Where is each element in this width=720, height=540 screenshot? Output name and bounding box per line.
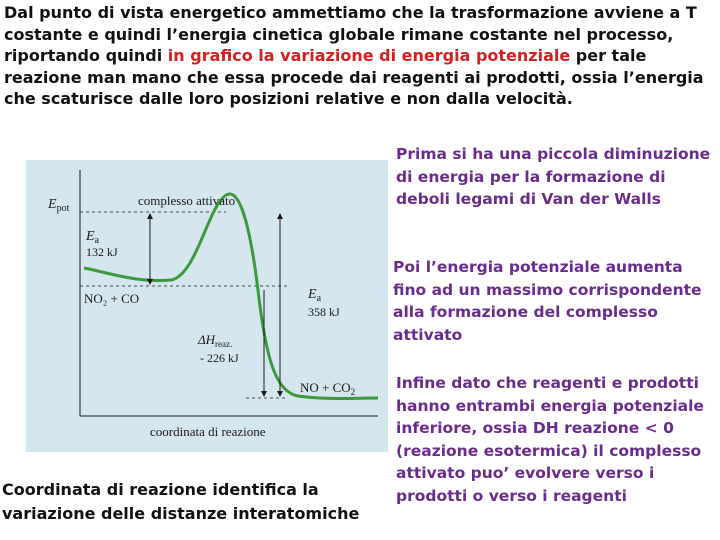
note-exothermic: Infine dato che reagenti e prodotti hanno entrambi energia potenziale inferiore, ossia DH reazione < 0 (reazione esotermica) il complesso attivato puo’ evolvere verso i prodotti o verso i reagenti — [396, 374, 704, 505]
note-van-der-waals: Prima si ha una piccola diminuzione di energia per la formazione di deboli legami di Van der Walls — [396, 145, 711, 208]
peak-label: complesso attivato — [138, 193, 236, 208]
intro-highlight: in grafico la variazione di energia potenziale — [167, 46, 571, 65]
x-axis-label: coordinata di reazione — [150, 424, 266, 439]
y-axis-label: $E_{pot}$ — [48, 197, 70, 214]
products-label: NO + $CO_2$ — [300, 380, 356, 397]
energy-profile-diagram — [26, 160, 388, 452]
ea-reverse-label: $E_a$ — [308, 287, 322, 304]
delta-h-label: $\Delta H_{reaz.}$ — [198, 332, 233, 349]
reactants-label: NO₂ + CO — [84, 291, 140, 306]
reaction-coordinate-caption: Coordinata di reazione identifica la variazione delle distanze interatomiche — [2, 480, 360, 523]
intro-text-start: Dal punto di vista energetico ammettiamo che la trasformazione avviene a T costante e quindi l’energia cinetica globale rimane costante nel processo, riportando quindi — [4, 3, 697, 65]
ea-forward-label: $E_a$ — [86, 229, 100, 246]
intro-text-end: per tale reazione man mano che essa procede dai reagenti ai prodotti, ossia l’energia che scaturisce dalle loro posizioni relative e non dalla velocità. — [4, 46, 704, 108]
delta-h-value: - 226 kJ — [200, 351, 239, 365]
intro-paragraph — [4, 2, 716, 110]
ea-forward-value: 132 kJ — [86, 245, 118, 259]
note-activated-complex: Poi l’energia potenziale aumenta fino ad un massimo corrispondente alla formazione del complesso attivato — [393, 258, 702, 344]
ea-reverse-value: 358 kJ — [308, 305, 340, 319]
